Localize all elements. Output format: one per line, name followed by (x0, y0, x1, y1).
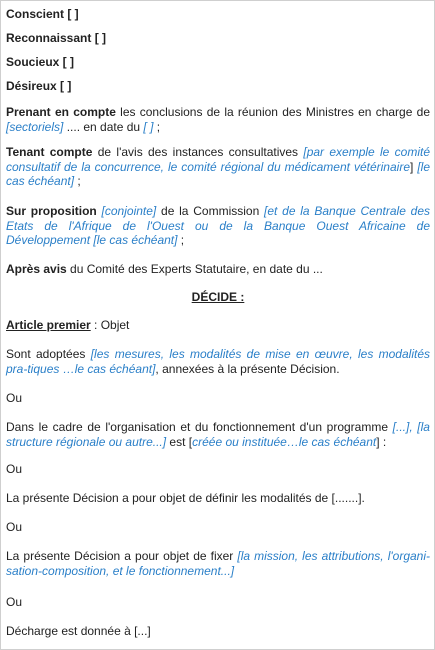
ou-line-2: Ou (6, 462, 23, 476)
article-text: : Objet (90, 318, 130, 332)
prenant-blue-1: [sectoriels] (6, 119, 64, 134)
article-label: Article premier (6, 318, 91, 332)
sur-bold: Sur proposition (6, 204, 97, 218)
prenant-bold: Prenant en compte (6, 105, 116, 119)
prenant-text-3: ; (153, 119, 161, 134)
ou-line-1: Ou (6, 391, 23, 405)
prenant-paragraph (6, 105, 430, 134)
apres-bold: Après avis (6, 262, 67, 276)
article-line (6, 318, 430, 333)
sont-text-1: Sont adoptées (6, 347, 91, 361)
tenant-bold: Tenant compte (6, 145, 93, 159)
sont-paragraph (6, 347, 430, 376)
proposition-paragraph (6, 204, 430, 248)
tenant-text-1: de l'avis des instances consultatives (92, 145, 304, 159)
dans-blue-2: créée ou instituée…le cas échéant (192, 434, 377, 449)
sont-blue-1: [les mesures, les modalités de mise en œuvre, les modalités pra-tiques …le cas échéant] (6, 347, 430, 376)
sur-blue-3: [le cas échéant] (93, 233, 178, 247)
dans-text-3: ] : (376, 434, 387, 449)
sont-text-2: , annexées à la présente Décision. (155, 361, 340, 376)
tenant-blue-1: [par exemple le comité consultatif de la concurrence, le comité régional du médicament vétérinaire (6, 145, 431, 174)
apres-text: du Comité des Experts Statutaire, en date du ... (66, 262, 323, 276)
sur-text-4: ; (177, 233, 185, 247)
prenant-text-1: les conclusions de la réunion des Ministres en charge de (115, 105, 431, 119)
apres-paragraph (6, 262, 430, 277)
fixer-paragraph (6, 549, 430, 578)
decide-heading: DÉCIDE : (191, 290, 245, 304)
dans-text-1: Dans le cadre de l'organisation et du fonctionnement d'un programme (6, 420, 393, 434)
sur-text-2: de la Commission (156, 204, 265, 218)
decharge-line: Décharge est donnée à [...] (6, 624, 151, 638)
desireux-line: Désireux [ ] (6, 79, 72, 93)
prenant-text-2: .... en date du (63, 119, 144, 134)
conscient-line: Conscient [ ] (6, 7, 79, 21)
tenant-paragraph (6, 145, 430, 189)
tenant-text-3: ; (74, 174, 81, 188)
fixer-text-1: La présente Décision a pour objet de fixer (6, 549, 238, 563)
ou-line-4: Ou (6, 595, 23, 609)
dans-blue-1: [...], [la structure régionale ou autre...] (6, 420, 430, 449)
tenant-text-2: ] (410, 159, 418, 174)
dans-paragraph (6, 420, 430, 449)
prenant-blue-2: [ ] (143, 119, 154, 134)
soucieux-line: Soucieux [ ] (6, 55, 75, 69)
tenant-blue-2: [le cas échéant] (6, 159, 430, 188)
reconnaissant-line: Reconnaissant [ ] (6, 31, 107, 45)
sur-blue-2: [et de la Banque Centrale des Etats de l'Afrique de l'Ouest ou de la Banque Ouest Africaine de Développement (6, 204, 430, 247)
definir-paragraph: La présente Décision a pour objet de définir les modalités de [.......]. (6, 491, 365, 505)
ou-line-3: Ou (6, 520, 23, 534)
fixer-blue-1: [la mission, les attributions, l'organi-sation-composition, et le fonctionnement...] (6, 549, 431, 578)
sur-blue-1: [conjointe] (101, 204, 157, 218)
dans-text-2: est [ (166, 434, 193, 449)
